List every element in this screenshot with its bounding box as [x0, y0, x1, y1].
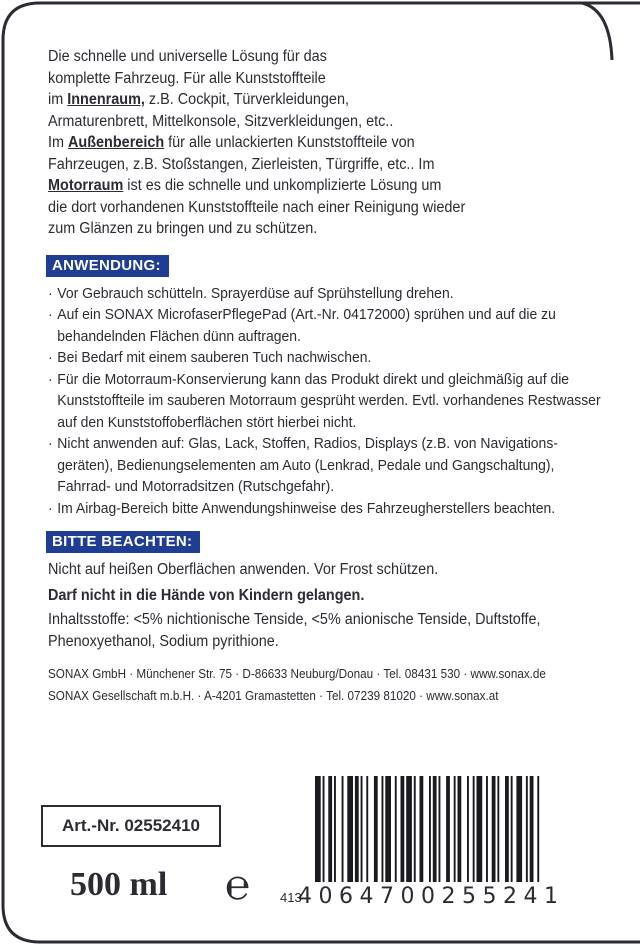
list-item: · Für die Motorraum-Konservierung kann das Produkt direkt und gleichmäßig auf die Kunststoffteile im sauberen Motorraum gesprüht werden. Evtl. vorhandenes Restwasser auf den Kunststoffoberflächen stört hierbei nicht.: [48, 369, 601, 434]
list-item: · Vor Gebrauch schütteln. Sprayerdüse auf Sprühstellung drehen.: [48, 283, 601, 305]
barcode-bar: [420, 776, 424, 882]
volume: 500 ml: [70, 866, 168, 903]
barcode-bar: [477, 776, 483, 882]
barcode-bar: [323, 776, 325, 882]
barcode-bar: [458, 776, 462, 882]
barcode-bar: [328, 776, 332, 882]
barcode-bar: [492, 776, 496, 882]
barcode-bar: [433, 776, 437, 882]
barcode-bar: [401, 776, 405, 882]
beachten-heading: BITTE BEACHTEN:: [46, 531, 200, 553]
anwendung-list: [48, 283, 601, 520]
barcode-bar: [537, 776, 539, 882]
barcode-bar: [361, 776, 363, 882]
intro-paragraph: Die schnelle und universelle Lösung für das komplette Fahrzeug. Für alle Kunststoffteile im Innenraum, z.B. Cockpit, Türverkleidungen, Armaturenbrett, Mittelkonsole, Sitzverkleidungen, etc.. Im Außenbereich für alle unlackierten Kunststoffteile von Fahrzeugen, z.B. Stoßstangen, Zierleisten, Türgriffe, etc.. Im Motorraum ist es die schnelle und unkomplizierte Lösung um die dort vorhandenen Kunststoffteile nach einer Reinigung wieder zum Glänzen zu bringen und zu schützen.: [48, 48, 466, 237]
address-de: SONAX GmbH · Münchener Str. 75 · D-86633 Neuburg/Donau · Tel. 08431 530 · www.sonax.de: [48, 666, 546, 681]
aussenbereich-highlight: Außenbereich: [68, 134, 165, 151]
beachten-line-1: Nicht auf heißen Oberflächen anwenden. Vor Frost schützen.: [48, 561, 439, 578]
barcode-bar: [366, 776, 368, 882]
barcode-bar: [446, 776, 450, 882]
innenraum-highlight: Innenraum,: [67, 91, 145, 108]
barcode-bar: [385, 776, 391, 882]
barcode-bar: [315, 776, 321, 882]
barcode-bar: [374, 776, 378, 882]
barcode: [315, 776, 583, 882]
warning-children: Darf nicht in die Hände von Kindern gelangen.: [48, 587, 365, 604]
article-number: Art.-Nr. 02552410: [41, 805, 221, 847]
label-text: [48, 46, 601, 707]
e-mark-icon: ℮: [225, 863, 251, 909]
barcode-bar: [414, 776, 416, 882]
batch-code: 413: [280, 890, 302, 905]
barcode-bar: [511, 776, 513, 882]
barcode-bar: [355, 776, 359, 882]
list-item: · Im Airbag-Bereich bitte Anwendungshinweise des Fahrzeugherstellers beachten.: [48, 498, 601, 520]
address-at: SONAX Gesellschaft m.b.H. · A-4201 Gramastetten · Tel. 07239 81020 · www.sonax.at: [48, 688, 499, 703]
barcode-bar: [497, 776, 499, 882]
list-item: · Auf ein SONAX MicrofaserPflegePad (Art.-Nr. 04172000) sprühen und auf die zu behandelnden Flächen dünn auftragen.: [48, 304, 601, 347]
barcode-bar: [473, 776, 475, 882]
motorraum-highlight: Motorraum: [48, 177, 124, 194]
barcode-bar: [439, 776, 441, 882]
barcode-bar: [382, 776, 384, 882]
barcode-bar: [429, 776, 431, 882]
barcode-bar: [342, 776, 344, 882]
barcode-bar: [526, 776, 528, 882]
barcode-bar: [347, 776, 353, 882]
ingredients: Inhaltsstoffe: <5% nichtionische Tenside, <5% anionische Tenside, Duftstoffe, Phenoxyethanol, Sodium pyrithione.: [48, 611, 541, 650]
barcode-bar: [516, 776, 522, 882]
list-item: · Bei Bedarf mit einem sauberen Tuch nachwischen.: [48, 347, 601, 369]
barcode-bar: [530, 776, 534, 882]
barcode-digits: 4064700255241: [298, 884, 565, 909]
barcode-bar: [334, 776, 336, 882]
barcode-bar: [454, 776, 456, 882]
barcode-bar: [467, 776, 469, 882]
barcode-bar: [395, 776, 397, 882]
barcode-bar: [486, 776, 488, 882]
barcode-bar: [406, 776, 412, 882]
list-item: · Nicht anwenden auf: Glas, Lack, Stoffen, Radios, Displays (z.B. von Navigations-geräten), Bedienungselementen am Auto (Lenkrad, Pedale und Gangschaltung), Fahrrad- und Motorradsitzen (Rutschgefahr).: [48, 433, 601, 498]
anwendung-heading: ANWENDUNG:: [46, 255, 169, 277]
barcode-bar: [505, 776, 509, 882]
